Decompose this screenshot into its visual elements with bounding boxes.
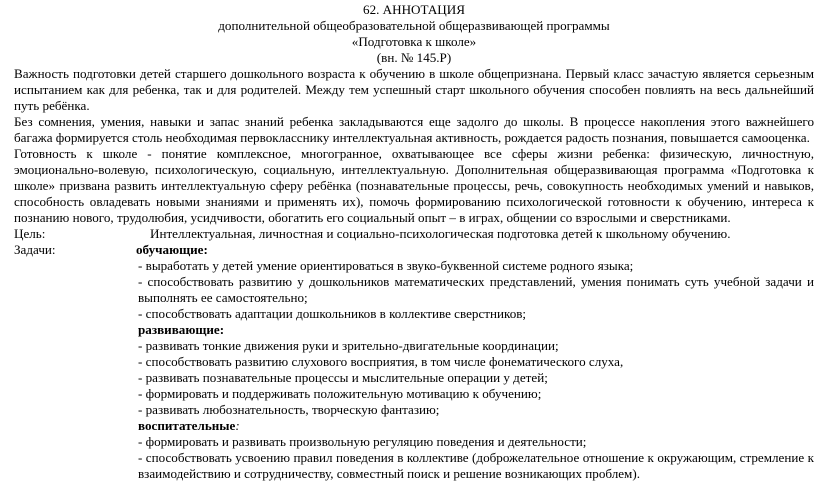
program-name: «Подготовка к школе» (351, 34, 477, 49)
goal-row (14, 226, 814, 242)
document-header (14, 2, 814, 66)
developmental-item: - развивать любознательность, творческую фантазию; (138, 402, 440, 417)
educational-item: - способствовать развитию у дошкольников математических представлений, умения понимать суть учебной задачи и выполнять ее самостоятельно; (138, 274, 814, 305)
developmental-item: - способствовать развитию слухового восприятия, в том числе фонематического слуха, (138, 354, 624, 369)
tasks-row (14, 242, 814, 258)
tasks-list (14, 258, 814, 482)
upbringing-colon: : (235, 418, 240, 433)
goal-label: Цель: (14, 226, 46, 241)
developmental-item: - развивать тонкие движения руки и зрительно-двигательные координации; (138, 338, 559, 353)
educational-item: - способствовать адаптации дошкольников в коллективе сверстников; (138, 306, 527, 321)
upbringing-item: - способствовать усвоению правил поведения в коллективе (доброжелательное отношение к окружающим, стремление к взаимодействию и сотрудничеству, совместный поиск и решение возникающих проблем). (138, 450, 814, 481)
tasks-label: Задачи: (14, 242, 56, 257)
intro-paragraph-1: Важность подготовки детей старшего дошкольного возраста к обучению в школе общепризнана. Первый класс зачастую является серьезным испытанием как для ребенка, так и для родителей. Между тем успешный старт школьного обучения способен повлиять на весь дальнейший путь ребёнка. (14, 66, 814, 113)
goal-text: Интеллектуальная, личностная и социально-психологическая подготовка детей к школьному обучению. (150, 226, 731, 241)
educational-heading: обучающие: (136, 242, 208, 257)
developmental-heading: развивающие: (138, 322, 225, 337)
upbringing-heading: воспитательные (138, 418, 236, 433)
upbringing-item: - формировать и развивать произвольную регуляцию поведения и деятельности; (138, 434, 587, 449)
educational-item: - выработать у детей умение ориентироваться в звуко-буквенной системе родного языка; (138, 258, 634, 273)
intro-paragraph-3: Готовность к школе - понятие комплексное, многогранное, охватывающее все сферы жизни ребенка: физическую, личностную, эмоционально-волевую, психологическую, социальную, интеллектуальную. Дополнительная общеразвивающая программа «Подготовка к школе» призвана развить интеллектуальную сферу ребёнка (познавательные процессы, речь, совокупность необходимых умений и навыков, способность овладевать новыми знаниями и применять их), помочь формированию психологической готовности к обучению, интереса к познанию нового, трудолюбия, усидчивости, обогатить его социальный опыт – в играх, общении со взрослыми и сверстниками. (14, 146, 814, 225)
intro-paragraph-2: Без сомнения, умения, навыки и запас знаний ребенка закладываются еще задолго до школы. В процессе накопления этого важнейшего багажа формируется столь необходимая первокласснику интеллектуальная активность, рождается радость познания, повышается самооценка. (14, 114, 814, 145)
developmental-item: - развивать познавательные процессы и мыслительные операции у детей; (138, 370, 548, 385)
developmental-item: - формировать и поддерживать положительную мотивацию к обучению; (138, 386, 542, 401)
program-type: дополнительной общеобразовательной общеразвивающей программы (218, 18, 610, 33)
annotation-title: 62. АННОТАЦИЯ (363, 2, 465, 17)
program-internal-number: (вн. № 145.Р) (376, 50, 452, 65)
